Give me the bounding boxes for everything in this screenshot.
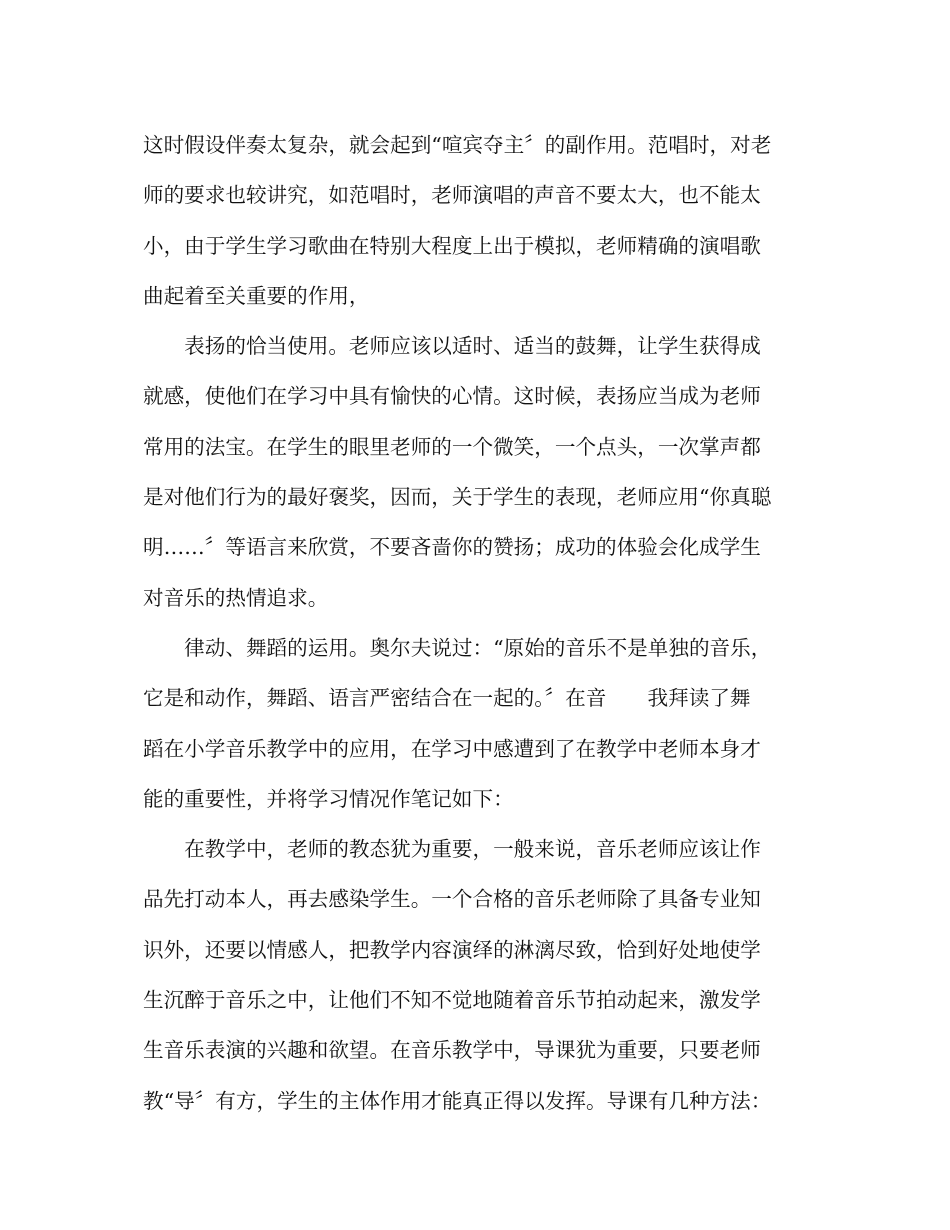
text-line: 明……〞等语言来欣赏，不要吝啬你的赞扬；成功的体验会化成学生 [143,535,761,560]
text-line: 它是和动作，舞蹈、语言严密结合在一起的。〞在音 我拜读了舞 [143,686,751,711]
text-line: 师的要求也较讲究，如范唱时，老师演唱的声音不要太大，也不能太 [143,183,761,208]
text-line: 生沉醉于音乐之中，让他们不知不觉地随着音乐节拍动起来，激发学 [143,988,761,1013]
text-line: 就感，使他们在学习中具有愉快的心情。这时候，表扬应当成为老师 [143,384,761,409]
paragraph-first-line: 律动、舞蹈的运用。奥尔夫说过：“原始的音乐不是单独的音乐， [143,635,772,660]
body-text [143,120,803,1126]
text-line: 教“导〞有方，学生的主体作用才能真正得以发挥。导课有几种方法： [143,1088,772,1113]
text-line: 蹈在小学音乐教学中的应用，在学习中感遭到了在教学中老师本身才 [143,736,761,761]
text-line: 是对他们行为的最好褒奖，因而，关于学生的表现，老师应用“你真聪 [143,485,772,510]
text-line: 这时假设伴奏太复杂，就会起到“喧宾夺主〞的副作用。范唱时，对老 [143,133,772,157]
paragraph-first-line: 在教学中，老师的教态犹为重要，一般来说，音乐老师应该让作 [143,837,761,862]
text-line: 曲起着至关重要的作用， [143,283,370,308]
text-line: 能的重要性，并将学习情况作笔记如下： [143,786,514,811]
paragraph-first-line: 表扬的恰当使用。老师应该以适时、适当的鼓舞，让学生获得成 [143,334,761,359]
text-line: 生音乐表演的兴趣和欲望。在音乐教学中，导课犹为重要，只要老师 [143,1038,761,1063]
text-line: 品先打动本人，再去感染学生。一个合格的音乐老师除了具备专业知 [143,887,761,912]
text-line: 识外，还要以情感人，把教学内容演绎的淋漓尽致，恰到好处地使学 [143,937,761,962]
text-line: 对音乐的热情追求。 [143,585,329,610]
text-line: 小，由于学生学习歌曲在特别大程度上出于模拟，老师精确的演唱歌 [143,233,761,258]
text-line: 常用的法宝。在学生的眼里老师的一个微笑，一个点头，一次掌声都 [143,434,761,459]
